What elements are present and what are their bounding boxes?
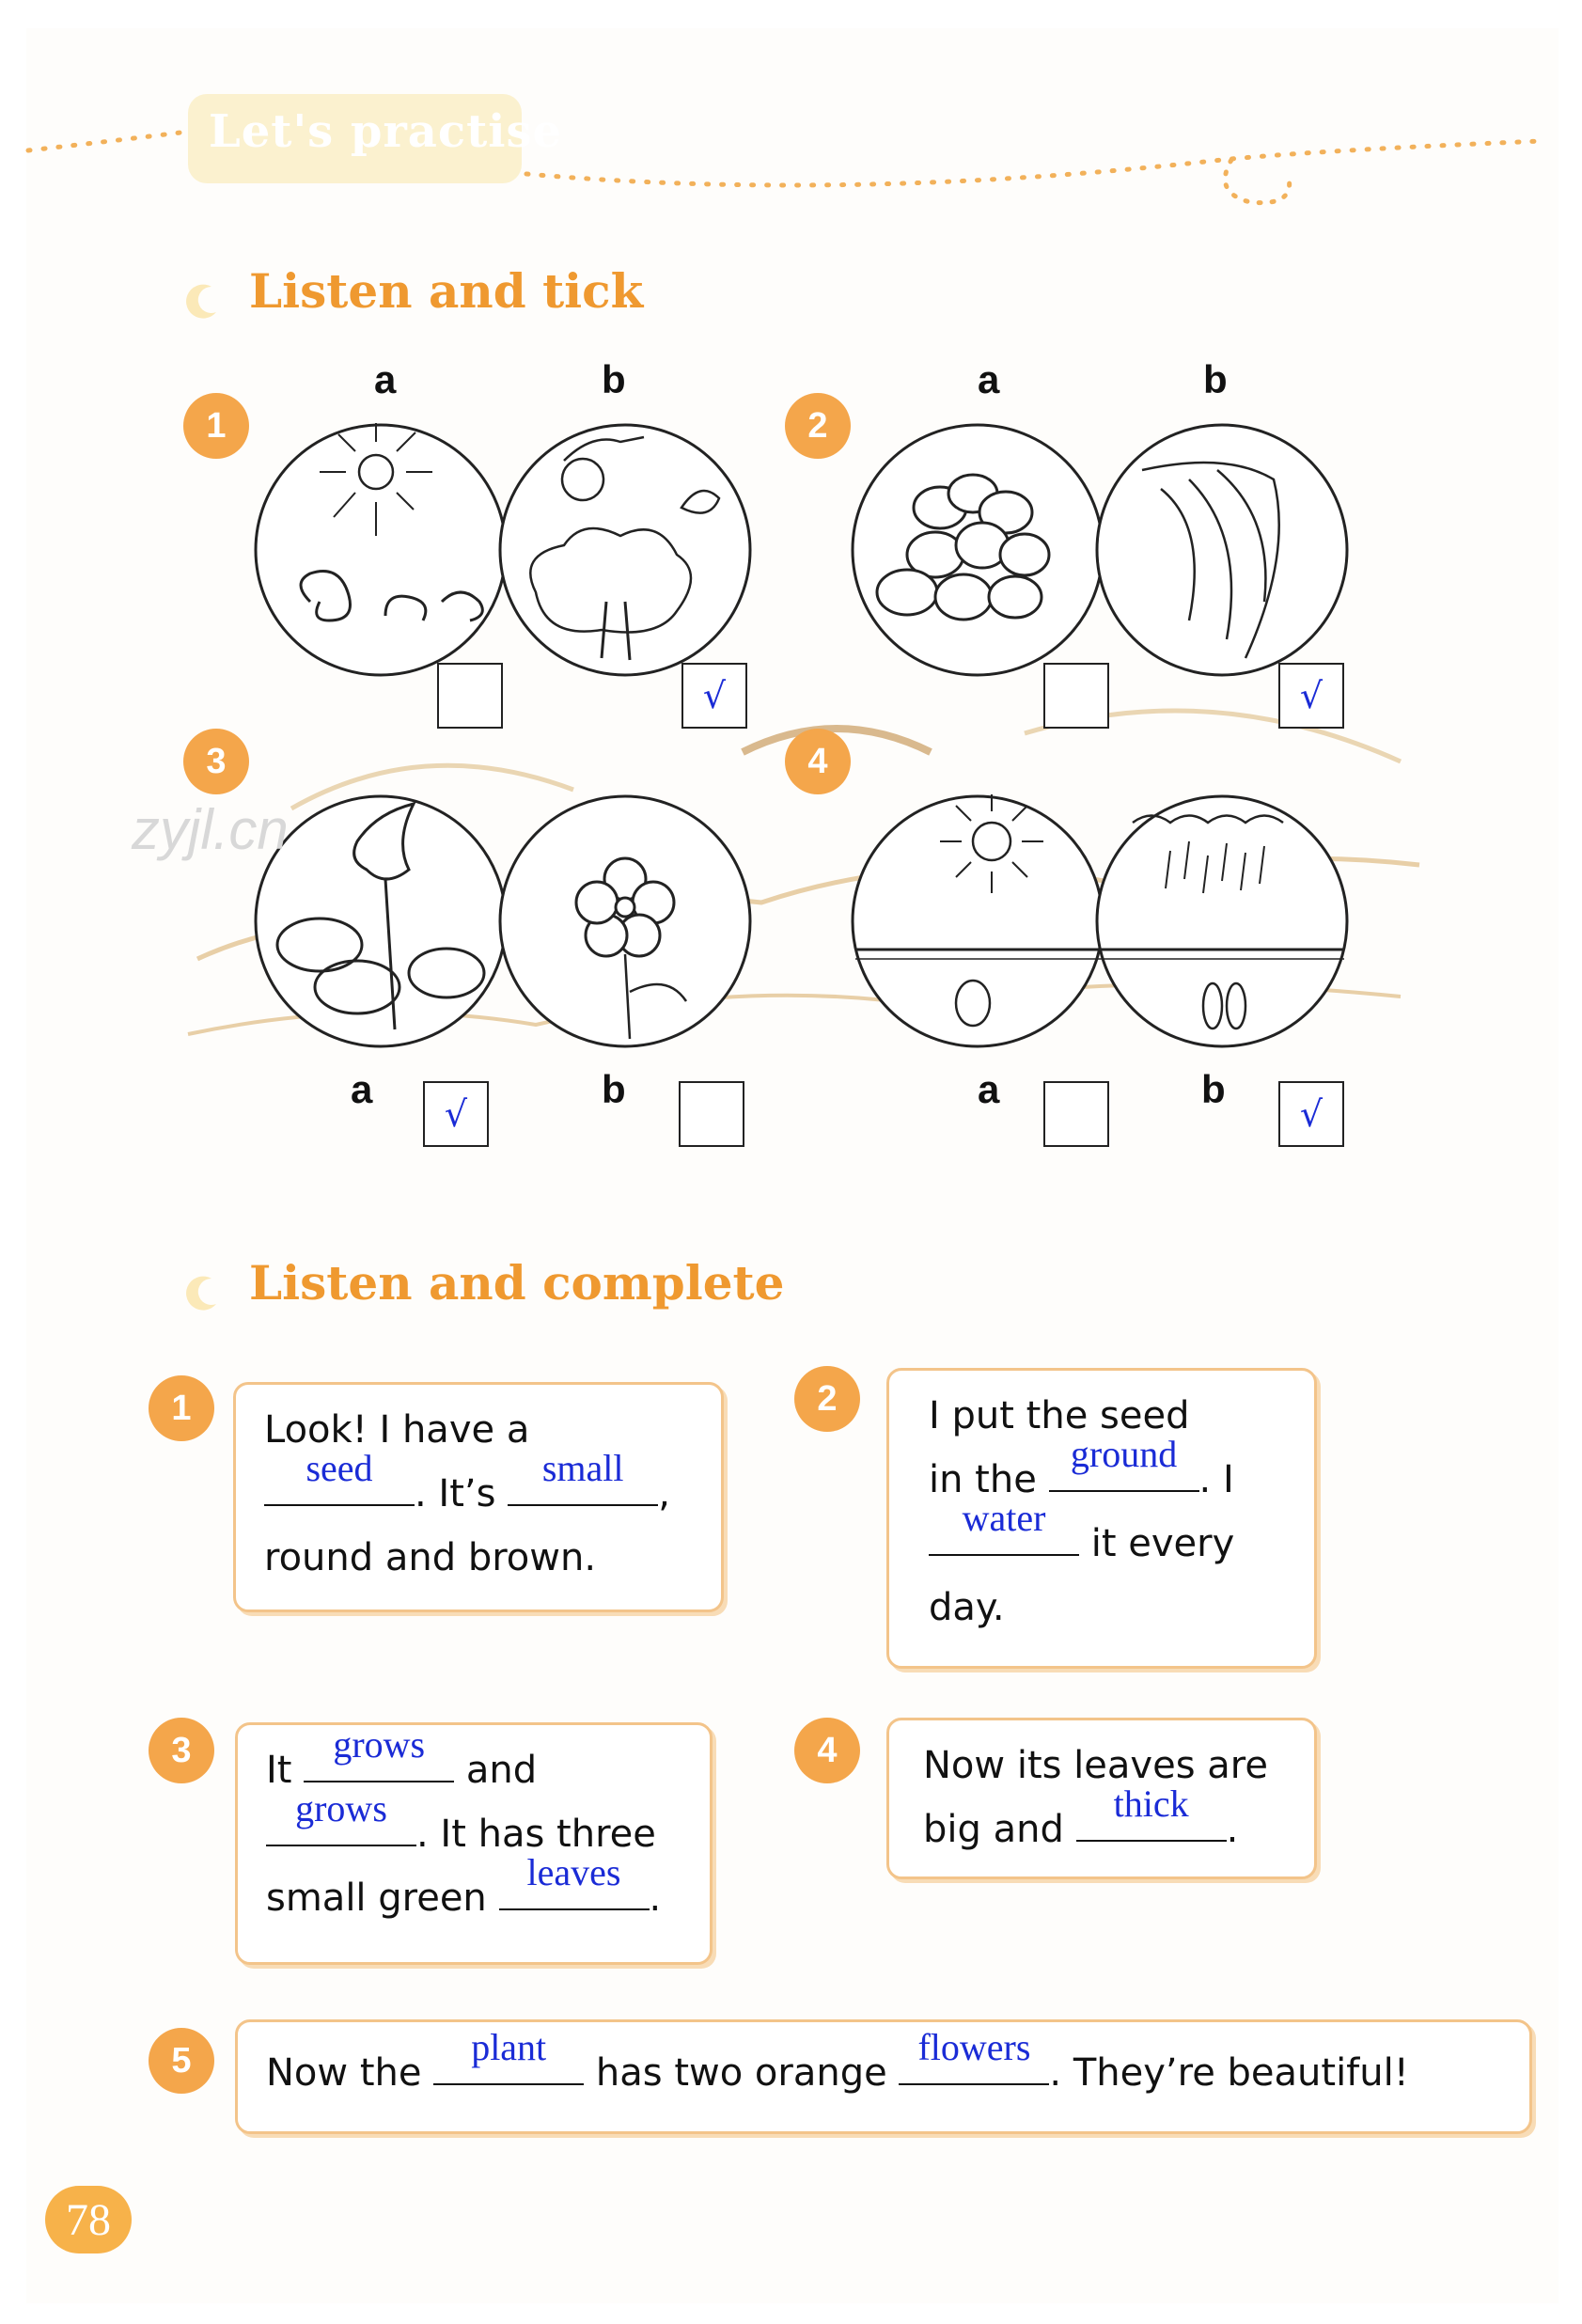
card-text: has two orange <box>595 2051 887 2095</box>
answer-blank[interactable] <box>264 1447 415 1506</box>
tick-section-title: Listen and tick <box>249 263 644 319</box>
card-text: Now its leaves are <box>923 1744 1268 1787</box>
answer-blank[interactable] <box>266 1787 416 1846</box>
option-label-a: a <box>351 1067 373 1111</box>
card-text: small green <box>266 1876 487 1920</box>
tick-box-2a[interactable] <box>1043 663 1109 729</box>
tick-box-3a[interactable]: √ <box>423 1081 489 1147</box>
tick-box-4b[interactable]: √ <box>1278 1081 1344 1147</box>
answer-text: grows <box>295 1787 387 1829</box>
complete-item-number: 3 <box>149 1718 214 1783</box>
option-label-b: b <box>602 357 626 401</box>
answer-text: ground <box>1070 1433 1178 1475</box>
answer-blank[interactable] <box>499 1851 650 1910</box>
complete-item-number: 1 <box>149 1375 214 1441</box>
picture-seeds-and-leaf <box>851 414 1349 686</box>
option-label-a: a <box>978 357 1000 401</box>
tick-item-number: 2 <box>785 393 851 459</box>
tick-item-number: 1 <box>183 393 249 459</box>
complete-section-title: Listen and complete <box>249 1255 785 1311</box>
picture-plant-and-flower <box>254 785 752 1058</box>
option-label-a: a <box>374 357 397 401</box>
card-text: in the <box>929 1458 1037 1501</box>
answer-text: grows <box>333 1723 426 1766</box>
tick-box-4a[interactable] <box>1043 1081 1109 1147</box>
answer-text: plant <box>471 2026 547 2068</box>
answer-blank[interactable] <box>1049 1433 1199 1492</box>
tick-box-3b[interactable] <box>679 1081 744 1147</box>
answer-text: seed <box>305 1447 373 1489</box>
answer-text: small <box>541 1447 624 1489</box>
tick-box-1b[interactable]: √ <box>681 663 747 729</box>
complete-card-1 <box>233 1382 724 1612</box>
tick-item-number: 4 <box>785 729 851 794</box>
card-text: Now the <box>266 2051 422 2095</box>
complete-item-number: 2 <box>794 1366 860 1432</box>
tick-box-2b[interactable]: √ <box>1278 663 1344 729</box>
complete-card-4 <box>886 1718 1317 1879</box>
card-text: Look! I have a <box>264 1408 530 1452</box>
answer-blank[interactable] <box>929 1497 1079 1556</box>
answer-text: water <box>962 1497 1046 1539</box>
complete-card-2 <box>886 1368 1317 1669</box>
answer-blank[interactable] <box>1076 1782 1227 1842</box>
answer-blank[interactable] <box>433 2026 584 2085</box>
card-text: round and brown. <box>264 1536 597 1579</box>
option-label-a: a <box>978 1067 1000 1111</box>
option-label-b: b <box>1201 1067 1226 1111</box>
card-text: day. <box>929 1586 1005 1629</box>
option-label-b: b <box>1203 357 1228 401</box>
moon-icon <box>183 1274 221 1311</box>
card-text: . It’s <box>415 1472 496 1515</box>
header-title: Let's practise <box>209 105 563 158</box>
card-text: . It has three <box>416 1813 656 1856</box>
tick-item-number: 3 <box>183 729 249 794</box>
answer-text: thick <box>1113 1782 1189 1825</box>
card-text: . <box>1226 1808 1239 1851</box>
option-label-b: b <box>602 1067 626 1111</box>
picture-sun-and-rain <box>851 785 1349 1058</box>
answer-blank[interactable] <box>508 1447 658 1506</box>
picture-sun-and-bird <box>254 414 752 686</box>
complete-card-3 <box>235 1722 713 1965</box>
complete-item-number: 5 <box>149 2028 214 2094</box>
card-text: I put the seed <box>929 1394 1190 1437</box>
answer-text: leaves <box>526 1851 621 1893</box>
card-text: . They’re beautiful! <box>1049 2051 1409 2095</box>
answer-blank[interactable] <box>304 1723 454 1782</box>
moon-icon <box>183 282 221 320</box>
answer-text: flowers <box>917 2026 1031 2068</box>
watermark: zyjl.cn <box>132 798 289 861</box>
card-text: . I <box>1198 1458 1234 1501</box>
tick-box-1a[interactable] <box>437 663 503 729</box>
complete-item-number: 4 <box>794 1718 860 1783</box>
card-text: . <box>649 1876 662 1920</box>
card-text: , <box>658 1472 670 1515</box>
card-text: and <box>465 1749 538 1792</box>
answer-blank[interactable] <box>899 2026 1049 2085</box>
card-text: it every <box>1090 1522 1235 1565</box>
card-text: big and <box>923 1808 1064 1851</box>
complete-card-5 <box>235 2019 1532 2134</box>
card-text: It <box>266 1749 292 1792</box>
page-number: 78 <box>45 2186 132 2253</box>
